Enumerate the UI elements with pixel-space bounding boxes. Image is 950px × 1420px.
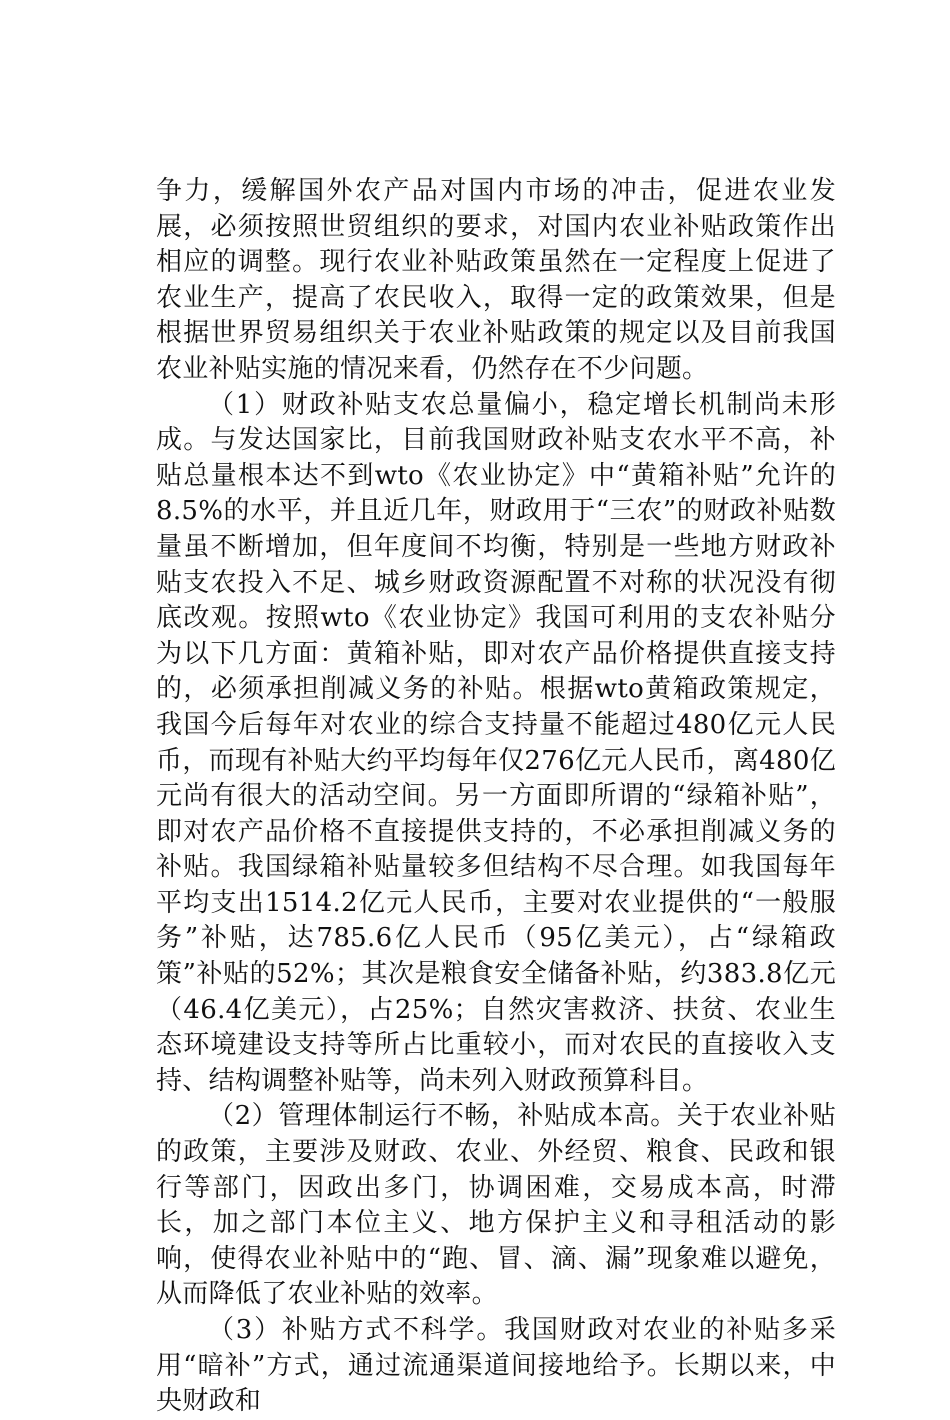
body-text	[156, 174, 836, 1420]
paragraph-item-3: （3）补贴方式不科学。我国财政对农业的补贴多采用“暗补”方式，通过流通渠道间接地给予。长期以来，中央财政和	[156, 1315, 836, 1417]
paragraph-item-2: （2）管理体制运行不畅，补贴成本高。关于农业补贴的政策，主要涉及财政、农业、外经贸、粮食、民政和银行等部门，因政出多门，协调困难，交易成本高，时滞长，加之部门本位主义、地方保护主义和寻租活动的影响，使得农业补贴中的“跑、冒、滴、漏”现象难以避免，从而降低了农业补贴的效率。	[156, 1101, 836, 1310]
paragraph-item-1: （1）财政补贴支农总量偏小，稳定增长机制尚未形成。与发达国家比，目前我国财政补贴支农水平不高，补贴总量根本达不到wto《农业协定》中“黄箱补贴”允许的8.5%的水平，并且近几年，财政用于“三农”的财政补贴数量虽不断增加，但年度间不均衡，特别是一些地方财政补贴支农投入不足、城乡财政资源配置不对称的状况没有彻底改观。按照wto《农业协定》我国可利用的支农补贴分为以下几方面：黄箱补贴，即对农产品价格提供直接支持的，必须承担削减义务的补贴。根据wto黄箱政策规定，我国今后每年对农业的综合支持量不能超过480亿元人民币，而现有补贴大约平均每年仅276亿元人民币，离480亿元尚有很大的活动空间。另一方面即所谓的“绿箱补贴”，即对农产品价格不直接提供支持的，不必承担削减义务的补贴。我国绿箱补贴量较多但结构不尽合理。如我国每年平均支出1514.2亿元人民币，主要对农业提供的“一般服务”补贴，达785.6亿人民币（95亿美元），占“绿箱政策”补贴的52%；其次是粮食安全储备补贴，约383.8亿元（46.4亿美元），占25%；自然灾害救济、扶贫、农业生态环境建设支持等所占比重较小，而对农民的直接收入支持、结构调整补贴等，尚未列入财政预算科目。	[156, 389, 836, 1096]
paragraph-intro-continued: 争力，缓解国外农产品对国内市场的冲击，促进农业发展，必须按照世贸组织的要求，对国内农业补贴政策作出相应的调整。现行农业补贴政策虽然在一定程度上促进了农业生产，提高了农民收入，取得一定的政策效果，但是根据世界贸易组织关于农业补贴政策的规定以及目前我国农业补贴实施的情况来看，仍然存在不少问题。	[156, 176, 836, 384]
